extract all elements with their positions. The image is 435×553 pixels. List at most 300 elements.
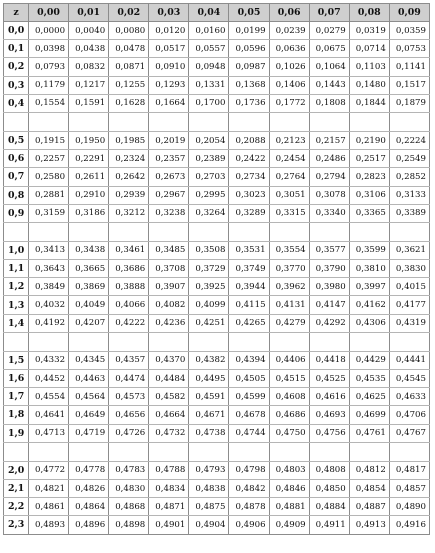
probability-cell: 0,1179 — [29, 76, 69, 94]
probability-cell: 0,3485 — [149, 241, 189, 259]
probability-cell: 0,3980 — [309, 278, 349, 296]
probability-cell: 0,4750 — [269, 424, 309, 442]
probability-cell: 0,1331 — [189, 76, 229, 94]
probability-cell: 0,4484 — [149, 370, 189, 388]
probability-cell: 0,2224 — [389, 131, 429, 149]
probability-cell: 0,4099 — [189, 296, 229, 314]
header-col-08: 0,08 — [349, 4, 389, 22]
probability-cell: 0,3577 — [309, 241, 349, 259]
spacer-cell — [4, 222, 29, 241]
probability-cell: 0,3810 — [349, 260, 389, 278]
spacer-cell — [269, 222, 309, 241]
header-col-07: 0,07 — [309, 4, 349, 22]
probability-cell: 0,4803 — [269, 461, 309, 479]
probability-cell: 0,0359 — [389, 22, 429, 40]
z-value-cell: 1,8 — [4, 406, 29, 424]
probability-cell: 0,0319 — [349, 22, 389, 40]
probability-cell: 0,4881 — [269, 498, 309, 516]
z-value-cell: 1,4 — [4, 314, 29, 332]
probability-cell: 0,4706 — [389, 406, 429, 424]
spacer-cell — [189, 222, 229, 241]
probability-cell: 0,3508 — [189, 241, 229, 259]
probability-cell: 0,4177 — [389, 296, 429, 314]
probability-cell: 0,4778 — [69, 461, 109, 479]
z-value-cell: 2,2 — [4, 498, 29, 516]
probability-cell: 0,3264 — [189, 204, 229, 222]
header-col-04: 0,04 — [189, 4, 229, 22]
spacer-cell — [229, 332, 269, 351]
spacer-cell — [149, 442, 189, 461]
table-row — [4, 461, 430, 479]
z-value-cell: 0,7 — [4, 168, 29, 186]
table-row — [4, 278, 430, 296]
spacer-cell — [309, 442, 349, 461]
probability-cell: 0,4452 — [29, 370, 69, 388]
probability-cell: 0,4678 — [229, 406, 269, 424]
header-col-02: 0,02 — [109, 4, 149, 22]
probability-cell: 0,3340 — [309, 204, 349, 222]
spacer-cell — [189, 442, 229, 461]
probability-cell: 0,2549 — [389, 150, 429, 168]
z-value-cell: 0,3 — [4, 76, 29, 94]
probability-cell: 0,1217 — [69, 76, 109, 94]
table-row — [4, 406, 430, 424]
header-col-05: 0,05 — [229, 4, 269, 22]
probability-cell: 0,4838 — [189, 479, 229, 497]
probability-cell: 0,4893 — [29, 516, 69, 534]
probability-cell: 0,2088 — [229, 131, 269, 149]
probability-cell: 0,3599 — [349, 241, 389, 259]
probability-cell: 0,4713 — [29, 424, 69, 442]
probability-cell: 0,3925 — [189, 278, 229, 296]
table-row — [4, 296, 430, 314]
probability-cell: 0,4878 — [229, 498, 269, 516]
probability-cell: 0,4744 — [229, 424, 269, 442]
probability-cell: 0,4582 — [149, 388, 189, 406]
probability-cell: 0,2389 — [189, 150, 229, 168]
probability-cell: 0,4817 — [389, 461, 429, 479]
table-row — [4, 479, 430, 497]
probability-cell: 0,4904 — [189, 516, 229, 534]
header-col-01: 0,01 — [69, 4, 109, 22]
table-body — [4, 22, 430, 535]
z-value-cell: 2,3 — [4, 516, 29, 534]
probability-cell: 0,4049 — [69, 296, 109, 314]
probability-cell: 0,4861 — [29, 498, 69, 516]
probability-cell: 0,4418 — [309, 351, 349, 369]
probability-cell: 0,4798 — [229, 461, 269, 479]
probability-cell: 0,1406 — [269, 76, 309, 94]
probability-cell: 0,3365 — [349, 204, 389, 222]
probability-cell: 0,4192 — [29, 314, 69, 332]
probability-cell: 0,2764 — [269, 168, 309, 186]
probability-cell: 0,0080 — [109, 22, 149, 40]
spacer-cell — [189, 112, 229, 131]
probability-cell: 0,2967 — [149, 186, 189, 204]
probability-cell: 0,0120 — [149, 22, 189, 40]
probability-cell: 0,4394 — [229, 351, 269, 369]
probability-cell: 0,3888 — [109, 278, 149, 296]
probability-cell: 0,4846 — [269, 479, 309, 497]
probability-cell: 0,1443 — [309, 76, 349, 94]
table-row — [4, 131, 430, 149]
table-row — [4, 516, 430, 534]
probability-cell: 0,4719 — [69, 424, 109, 442]
table-row — [4, 150, 430, 168]
probability-cell: 0,4857 — [389, 479, 429, 497]
probability-cell: 0,3531 — [229, 241, 269, 259]
probability-cell: 0,4916 — [389, 516, 429, 534]
z-value-cell: 1,0 — [4, 241, 29, 259]
probability-cell: 0,0753 — [389, 40, 429, 58]
probability-cell: 0,4564 — [69, 388, 109, 406]
probability-cell: 0,3907 — [149, 278, 189, 296]
probability-cell: 0,0636 — [269, 40, 309, 58]
probability-cell: 0,3621 — [389, 241, 429, 259]
probability-cell: 0,1844 — [349, 94, 389, 112]
table-row — [4, 58, 430, 76]
probability-cell: 0,1480 — [349, 76, 389, 94]
probability-cell: 0,2939 — [109, 186, 149, 204]
probability-cell: 0,2794 — [309, 168, 349, 186]
probability-cell: 0,1664 — [149, 94, 189, 112]
probability-cell: 0,3023 — [229, 186, 269, 204]
probability-cell: 0,4871 — [149, 498, 189, 516]
header-col-06: 0,06 — [269, 4, 309, 22]
probability-cell: 0,4345 — [69, 351, 109, 369]
probability-cell: 0,0987 — [229, 58, 269, 76]
z-table-container — [3, 3, 430, 535]
probability-cell: 0,4850 — [309, 479, 349, 497]
probability-cell: 0,3315 — [269, 204, 309, 222]
probability-cell: 0,3708 — [149, 260, 189, 278]
z-value-cell: 1,3 — [4, 296, 29, 314]
probability-cell: 0,4909 — [269, 516, 309, 534]
spacer-cell — [389, 442, 429, 461]
table-row — [4, 260, 430, 278]
probability-cell: 0,4884 — [309, 498, 349, 516]
z-value-cell: 0,5 — [4, 131, 29, 149]
probability-cell: 0,1985 — [109, 131, 149, 149]
probability-cell: 0,4671 — [189, 406, 229, 424]
probability-cell: 0,4406 — [269, 351, 309, 369]
probability-cell: 0,4906 — [229, 516, 269, 534]
probability-cell: 0,1293 — [149, 76, 189, 94]
spacer-cell — [229, 442, 269, 461]
probability-cell: 0,4772 — [29, 461, 69, 479]
z-value-cell: 0,9 — [4, 204, 29, 222]
probability-cell: 0,3665 — [69, 260, 109, 278]
probability-cell: 0,4854 — [349, 479, 389, 497]
z-value-cell: 0,2 — [4, 58, 29, 76]
z-value-cell: 0,4 — [4, 94, 29, 112]
table-row — [4, 388, 430, 406]
spacer-cell — [389, 222, 429, 241]
spacer-cell — [269, 112, 309, 131]
spacer-cell — [229, 222, 269, 241]
probability-cell: 0,2734 — [229, 168, 269, 186]
probability-cell: 0,4868 — [109, 498, 149, 516]
probability-cell: 0,2157 — [309, 131, 349, 149]
probability-cell: 0,2054 — [189, 131, 229, 149]
probability-cell: 0,3770 — [269, 260, 309, 278]
z-value-cell: 0,0 — [4, 22, 29, 40]
probability-cell: 0,4599 — [229, 388, 269, 406]
probability-cell: 0,3186 — [69, 204, 109, 222]
z-value-cell: 1,6 — [4, 370, 29, 388]
header-col-00: 0,00 — [29, 4, 69, 22]
probability-cell: 0,2611 — [69, 168, 109, 186]
probability-cell: 0,4693 — [309, 406, 349, 424]
probability-cell: 0,0398 — [29, 40, 69, 58]
probability-cell: 0,4554 — [29, 388, 69, 406]
spacer-cell — [269, 332, 309, 351]
group-spacer-row — [4, 112, 430, 131]
probability-cell: 0,3106 — [349, 186, 389, 204]
probability-cell: 0,1628 — [109, 94, 149, 112]
probability-cell: 0,3051 — [269, 186, 309, 204]
probability-cell: 0,1736 — [229, 94, 269, 112]
probability-cell: 0,0714 — [349, 40, 389, 58]
table-row — [4, 204, 430, 222]
spacer-cell — [229, 112, 269, 131]
header-col-03: 0,03 — [149, 4, 189, 22]
probability-cell: 0,4826 — [69, 479, 109, 497]
spacer-cell — [189, 332, 229, 351]
z-value-cell: 2,1 — [4, 479, 29, 497]
probability-cell: 0,3749 — [229, 260, 269, 278]
probability-cell: 0,2324 — [109, 150, 149, 168]
probability-cell: 0,3159 — [29, 204, 69, 222]
probability-cell: 0,3830 — [389, 260, 429, 278]
probability-cell: 0,0199 — [229, 22, 269, 40]
spacer-cell — [389, 112, 429, 131]
probability-cell: 0,4767 — [389, 424, 429, 442]
probability-cell: 0,4251 — [189, 314, 229, 332]
probability-cell: 0,3289 — [229, 204, 269, 222]
probability-cell: 0,0438 — [69, 40, 109, 58]
probability-cell: 0,4515 — [269, 370, 309, 388]
probability-cell: 0,3461 — [109, 241, 149, 259]
probability-cell: 0,4887 — [349, 498, 389, 516]
spacer-cell — [4, 332, 29, 351]
spacer-cell — [309, 222, 349, 241]
spacer-cell — [69, 112, 109, 131]
probability-cell: 0,4913 — [349, 516, 389, 534]
probability-cell: 0,4222 — [109, 314, 149, 332]
spacer-cell — [349, 222, 389, 241]
probability-cell: 0,1368 — [229, 76, 269, 94]
probability-cell: 0,4783 — [109, 461, 149, 479]
probability-cell: 0,4896 — [69, 516, 109, 534]
table-row — [4, 40, 430, 58]
probability-cell: 0,4699 — [349, 406, 389, 424]
probability-cell: 0,4842 — [229, 479, 269, 497]
table-row — [4, 168, 430, 186]
z-value-cell: 1,9 — [4, 424, 29, 442]
probability-cell: 0,4357 — [109, 351, 149, 369]
probability-cell: 0,4890 — [389, 498, 429, 516]
spacer-cell — [69, 222, 109, 241]
probability-cell: 0,4591 — [189, 388, 229, 406]
header-col-09: 0,09 — [389, 4, 429, 22]
group-spacer-row — [4, 332, 430, 351]
probability-cell: 0,2123 — [269, 131, 309, 149]
probability-cell: 0,1026 — [269, 58, 309, 76]
probability-cell: 0,0871 — [109, 58, 149, 76]
spacer-cell — [349, 442, 389, 461]
probability-cell: 0,2454 — [269, 150, 309, 168]
probability-cell: 0,0793 — [29, 58, 69, 76]
probability-cell: 0,4726 — [109, 424, 149, 442]
spacer-cell — [29, 442, 69, 461]
probability-cell: 0,4015 — [389, 278, 429, 296]
table-row — [4, 424, 430, 442]
probability-cell: 0,0517 — [149, 40, 189, 58]
probability-cell: 0,4319 — [389, 314, 429, 332]
probability-cell: 0,4032 — [29, 296, 69, 314]
spacer-cell — [69, 442, 109, 461]
spacer-cell — [29, 222, 69, 241]
probability-cell: 0,1772 — [269, 94, 309, 112]
spacer-cell — [309, 112, 349, 131]
probability-cell: 0,0478 — [109, 40, 149, 58]
probability-cell: 0,1950 — [69, 131, 109, 149]
probability-cell: 0,2673 — [149, 168, 189, 186]
probability-cell: 0,2422 — [229, 150, 269, 168]
spacer-cell — [29, 112, 69, 131]
probability-cell: 0,4147 — [309, 296, 349, 314]
group-spacer-row — [4, 442, 430, 461]
spacer-cell — [349, 332, 389, 351]
probability-cell: 0,4332 — [29, 351, 69, 369]
probability-cell: 0,3849 — [29, 278, 69, 296]
probability-cell: 0,4545 — [389, 370, 429, 388]
probability-cell: 0,0596 — [229, 40, 269, 58]
probability-cell: 0,4732 — [149, 424, 189, 442]
table-row — [4, 94, 430, 112]
probability-cell: 0,4608 — [269, 388, 309, 406]
probability-cell: 0,3869 — [69, 278, 109, 296]
table-row — [4, 186, 430, 204]
probability-cell: 0,2357 — [149, 150, 189, 168]
probability-cell: 0,1141 — [389, 58, 429, 76]
probability-cell: 0,3133 — [389, 186, 429, 204]
probability-cell: 0,4686 — [269, 406, 309, 424]
table-row — [4, 76, 430, 94]
probability-cell: 0,4664 — [149, 406, 189, 424]
table-row — [4, 351, 430, 369]
probability-cell: 0,0832 — [69, 58, 109, 76]
probability-cell: 0,1554 — [29, 94, 69, 112]
probability-cell: 0,3389 — [389, 204, 429, 222]
probability-cell: 0,3729 — [189, 260, 229, 278]
probability-cell: 0,0160 — [189, 22, 229, 40]
probability-cell: 0,4793 — [189, 461, 229, 479]
probability-cell: 0,4115 — [229, 296, 269, 314]
probability-cell: 0,4441 — [389, 351, 429, 369]
z-value-cell: 2,0 — [4, 461, 29, 479]
spacer-cell — [69, 332, 109, 351]
probability-cell: 0,0948 — [189, 58, 229, 76]
probability-cell: 0,3554 — [269, 241, 309, 259]
probability-cell: 0,4834 — [149, 479, 189, 497]
probability-cell: 0,0675 — [309, 40, 349, 58]
probability-cell: 0,4812 — [349, 461, 389, 479]
table-row — [4, 314, 430, 332]
probability-cell: 0,4649 — [69, 406, 109, 424]
probability-cell: 0,4495 — [189, 370, 229, 388]
probability-cell: 0,4082 — [149, 296, 189, 314]
probability-cell: 0,4279 — [269, 314, 309, 332]
probability-cell: 0,4788 — [149, 461, 189, 479]
probability-cell: 0,2257 — [29, 150, 69, 168]
group-spacer-row — [4, 222, 430, 241]
spacer-cell — [349, 112, 389, 131]
probability-cell: 0,4875 — [189, 498, 229, 516]
spacer-cell — [269, 442, 309, 461]
probability-cell: 0,4066 — [109, 296, 149, 314]
z-value-cell: 0,1 — [4, 40, 29, 58]
z-value-cell: 0,6 — [4, 150, 29, 168]
probability-cell: 0,4616 — [309, 388, 349, 406]
probability-cell: 0,3944 — [229, 278, 269, 296]
probability-cell: 0,0239 — [269, 22, 309, 40]
z-value-cell: 1,7 — [4, 388, 29, 406]
table-row — [4, 22, 430, 40]
probability-cell: 0,4429 — [349, 351, 389, 369]
probability-cell: 0,4625 — [349, 388, 389, 406]
probability-cell: 0,3238 — [149, 204, 189, 222]
probability-cell: 0,4830 — [109, 479, 149, 497]
probability-cell: 0,4162 — [349, 296, 389, 314]
probability-cell: 0,4525 — [309, 370, 349, 388]
probability-cell: 0,0557 — [189, 40, 229, 58]
probability-cell: 0,3078 — [309, 186, 349, 204]
probability-cell: 0,3997 — [349, 278, 389, 296]
probability-cell: 0,3413 — [29, 241, 69, 259]
probability-cell: 0,3438 — [69, 241, 109, 259]
probability-cell: 0,4656 — [109, 406, 149, 424]
probability-cell: 0,0000 — [29, 22, 69, 40]
probability-cell: 0,2852 — [389, 168, 429, 186]
probability-cell: 0,3790 — [309, 260, 349, 278]
spacer-cell — [389, 332, 429, 351]
spacer-cell — [149, 222, 189, 241]
probability-cell: 0,1591 — [69, 94, 109, 112]
probability-cell: 0,3212 — [109, 204, 149, 222]
spacer-cell — [109, 112, 149, 131]
probability-cell: 0,2190 — [349, 131, 389, 149]
spacer-cell — [29, 332, 69, 351]
probability-cell: 0,2580 — [29, 168, 69, 186]
probability-cell: 0,4370 — [149, 351, 189, 369]
probability-cell: 0,0910 — [149, 58, 189, 76]
probability-cell: 0,4535 — [349, 370, 389, 388]
probability-cell: 0,1915 — [29, 131, 69, 149]
table-row — [4, 241, 430, 259]
spacer-cell — [109, 332, 149, 351]
probability-cell: 0,1064 — [309, 58, 349, 76]
probability-cell: 0,4808 — [309, 461, 349, 479]
probability-cell: 0,1103 — [349, 58, 389, 76]
probability-cell: 0,2881 — [29, 186, 69, 204]
probability-cell: 0,4756 — [309, 424, 349, 442]
z-value-cell: 0,8 — [4, 186, 29, 204]
probability-cell: 0,3962 — [269, 278, 309, 296]
z-value-cell: 1,1 — [4, 260, 29, 278]
spacer-cell — [309, 332, 349, 351]
